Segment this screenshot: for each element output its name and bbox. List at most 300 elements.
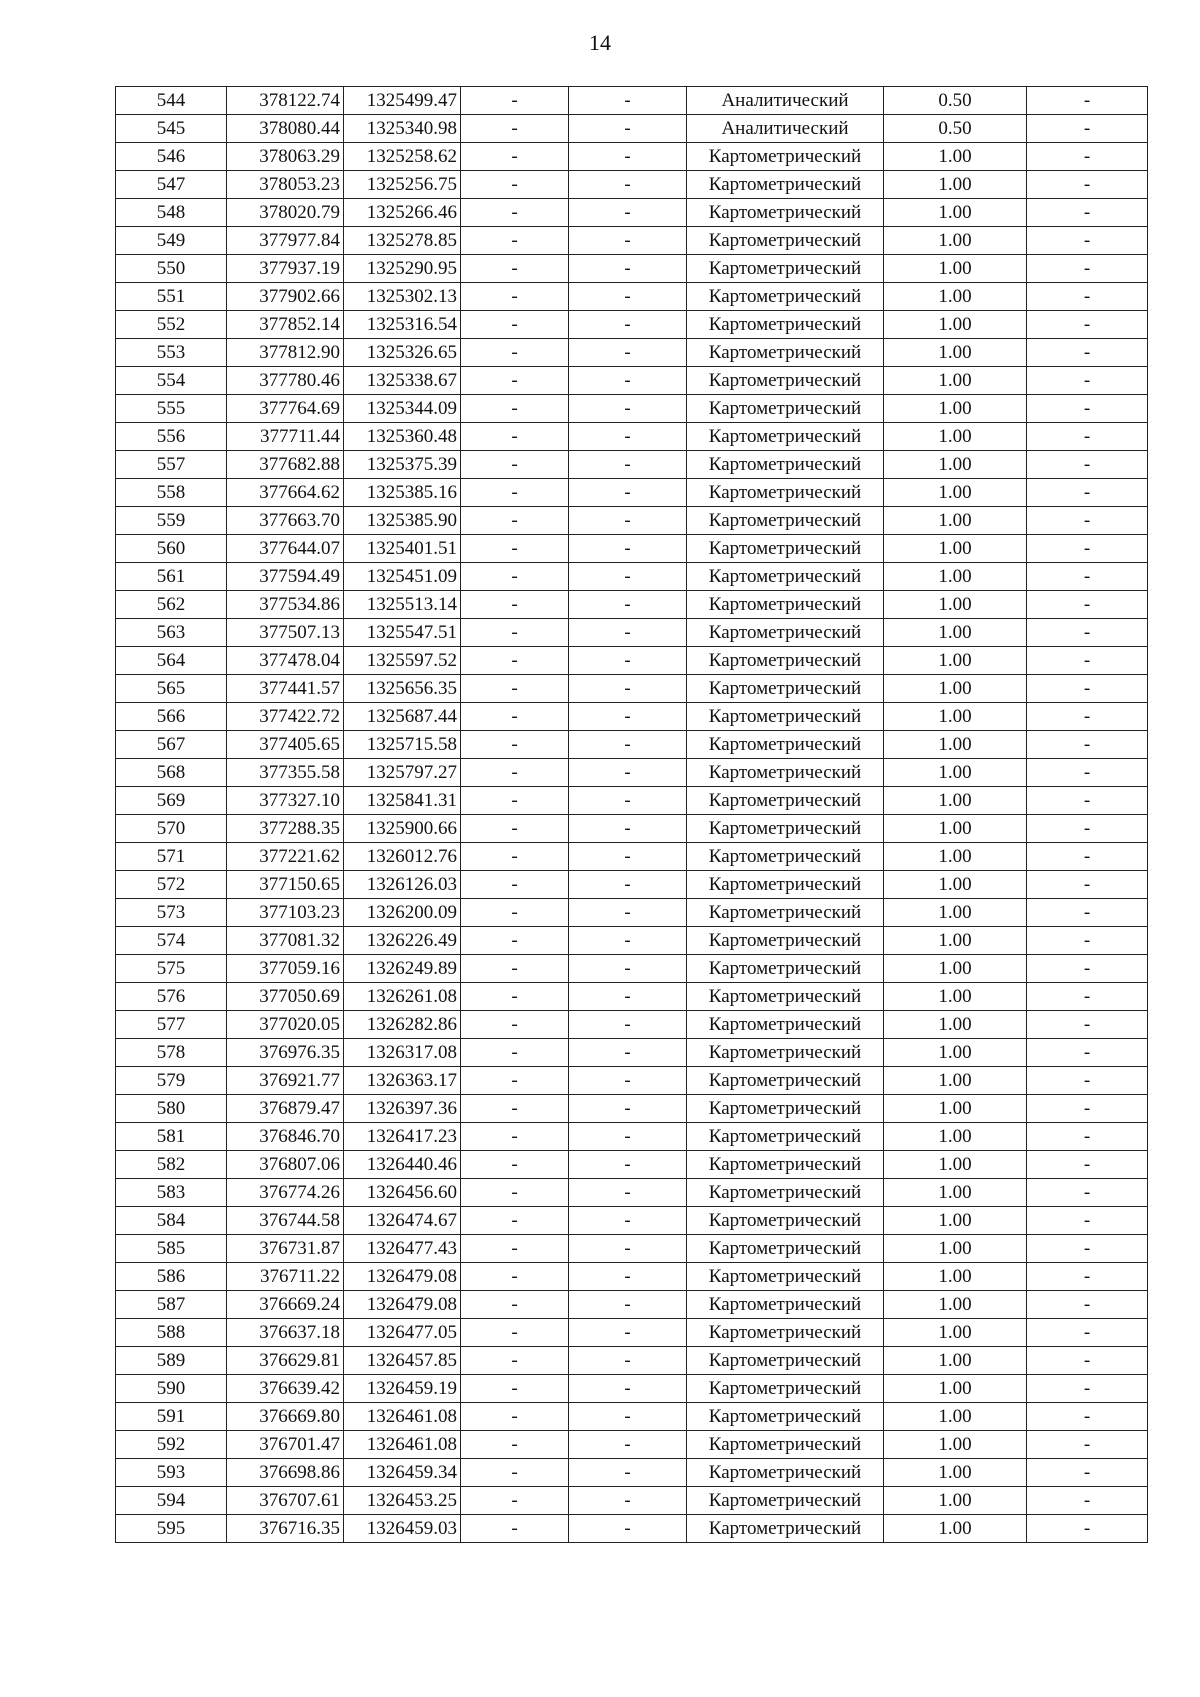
empty-cell-3: - bbox=[1027, 899, 1148, 927]
table-row bbox=[116, 1459, 1148, 1487]
empty-cell-2: - bbox=[569, 1515, 687, 1543]
y-coordinate-cell: 1326479.08 bbox=[344, 1291, 461, 1319]
method-cell: Картометрический bbox=[687, 1123, 884, 1151]
empty-cell-2: - bbox=[569, 1179, 687, 1207]
empty-cell-1: - bbox=[461, 759, 569, 787]
empty-cell-2: - bbox=[569, 1011, 687, 1039]
method-cell: Картометрический bbox=[687, 1039, 884, 1067]
x-coordinate-cell: 377534.86 bbox=[227, 591, 344, 619]
accuracy-cell: 1.00 bbox=[884, 535, 1027, 563]
y-coordinate-cell: 1326261.08 bbox=[344, 983, 461, 1011]
empty-cell-1: - bbox=[461, 927, 569, 955]
empty-cell-2: - bbox=[569, 87, 687, 115]
empty-cell-1: - bbox=[461, 507, 569, 535]
empty-cell-1: - bbox=[461, 1207, 569, 1235]
x-coordinate-cell: 377288.35 bbox=[227, 815, 344, 843]
point-number-cell: 583 bbox=[116, 1179, 227, 1207]
empty-cell-1: - bbox=[461, 1459, 569, 1487]
x-coordinate-cell: 378063.29 bbox=[227, 143, 344, 171]
empty-cell-2: - bbox=[569, 1487, 687, 1515]
empty-cell-1: - bbox=[461, 563, 569, 591]
y-coordinate-cell: 1325385.90 bbox=[344, 507, 461, 535]
point-number-cell: 579 bbox=[116, 1067, 227, 1095]
empty-cell-1: - bbox=[461, 731, 569, 759]
point-number-cell: 574 bbox=[116, 927, 227, 955]
y-coordinate-cell: 1325513.14 bbox=[344, 591, 461, 619]
point-number-cell: 554 bbox=[116, 367, 227, 395]
x-coordinate-cell: 377594.49 bbox=[227, 563, 344, 591]
accuracy-cell: 1.00 bbox=[884, 423, 1027, 451]
empty-cell-3: - bbox=[1027, 1375, 1148, 1403]
empty-cell-2: - bbox=[569, 115, 687, 143]
y-coordinate-cell: 1326456.60 bbox=[344, 1179, 461, 1207]
method-cell: Картометрический bbox=[687, 899, 884, 927]
point-number-cell: 578 bbox=[116, 1039, 227, 1067]
empty-cell-3: - bbox=[1027, 843, 1148, 871]
empty-cell-2: - bbox=[569, 1319, 687, 1347]
y-coordinate-cell: 1326461.08 bbox=[344, 1403, 461, 1431]
point-number-cell: 576 bbox=[116, 983, 227, 1011]
accuracy-cell: 1.00 bbox=[884, 927, 1027, 955]
empty-cell-3: - bbox=[1027, 871, 1148, 899]
empty-cell-3: - bbox=[1027, 1011, 1148, 1039]
empty-cell-3: - bbox=[1027, 1515, 1148, 1543]
table-row bbox=[116, 451, 1148, 479]
x-coordinate-cell: 376711.22 bbox=[227, 1263, 344, 1291]
empty-cell-3: - bbox=[1027, 115, 1148, 143]
accuracy-cell: 1.00 bbox=[884, 759, 1027, 787]
table-row bbox=[116, 675, 1148, 703]
table-row bbox=[116, 1151, 1148, 1179]
y-coordinate-cell: 1326012.76 bbox=[344, 843, 461, 871]
y-coordinate-cell: 1326459.03 bbox=[344, 1515, 461, 1543]
empty-cell-1: - bbox=[461, 535, 569, 563]
accuracy-cell: 1.00 bbox=[884, 1515, 1027, 1543]
point-number-cell: 546 bbox=[116, 143, 227, 171]
y-coordinate-cell: 1325841.31 bbox=[344, 787, 461, 815]
table-row bbox=[116, 1347, 1148, 1375]
x-coordinate-cell: 377020.05 bbox=[227, 1011, 344, 1039]
empty-cell-2: - bbox=[569, 1067, 687, 1095]
method-cell: Картометрический bbox=[687, 983, 884, 1011]
point-number-cell: 572 bbox=[116, 871, 227, 899]
method-cell: Аналитический bbox=[687, 87, 884, 115]
method-cell: Картометрический bbox=[687, 1431, 884, 1459]
y-coordinate-cell: 1326282.86 bbox=[344, 1011, 461, 1039]
empty-cell-1: - bbox=[461, 1151, 569, 1179]
accuracy-cell: 1.00 bbox=[884, 1207, 1027, 1235]
x-coordinate-cell: 377050.69 bbox=[227, 983, 344, 1011]
empty-cell-1: - bbox=[461, 1011, 569, 1039]
table-row bbox=[116, 731, 1148, 759]
empty-cell-2: - bbox=[569, 703, 687, 731]
method-cell: Картометрический bbox=[687, 479, 884, 507]
empty-cell-2: - bbox=[569, 675, 687, 703]
y-coordinate-cell: 1325326.65 bbox=[344, 339, 461, 367]
empty-cell-3: - bbox=[1027, 1347, 1148, 1375]
accuracy-cell: 1.00 bbox=[884, 899, 1027, 927]
empty-cell-3: - bbox=[1027, 1151, 1148, 1179]
empty-cell-3: - bbox=[1027, 1487, 1148, 1515]
empty-cell-1: - bbox=[461, 1291, 569, 1319]
empty-cell-3: - bbox=[1027, 731, 1148, 759]
y-coordinate-cell: 1325597.52 bbox=[344, 647, 461, 675]
table-row bbox=[116, 255, 1148, 283]
accuracy-cell: 1.00 bbox=[884, 171, 1027, 199]
accuracy-cell: 1.00 bbox=[884, 255, 1027, 283]
x-coordinate-cell: 376669.80 bbox=[227, 1403, 344, 1431]
empty-cell-2: - bbox=[569, 1263, 687, 1291]
method-cell: Картометрический bbox=[687, 815, 884, 843]
method-cell: Картометрический bbox=[687, 367, 884, 395]
accuracy-cell: 1.00 bbox=[884, 1263, 1027, 1291]
method-cell: Картометрический bbox=[687, 423, 884, 451]
empty-cell-2: - bbox=[569, 451, 687, 479]
y-coordinate-cell: 1325499.47 bbox=[344, 87, 461, 115]
x-coordinate-cell: 377422.72 bbox=[227, 703, 344, 731]
empty-cell-3: - bbox=[1027, 171, 1148, 199]
method-cell: Картометрический bbox=[687, 563, 884, 591]
method-cell: Картометрический bbox=[687, 647, 884, 675]
point-number-cell: 549 bbox=[116, 227, 227, 255]
table-row bbox=[116, 395, 1148, 423]
table-row bbox=[116, 283, 1148, 311]
empty-cell-3: - bbox=[1027, 143, 1148, 171]
x-coordinate-cell: 378053.23 bbox=[227, 171, 344, 199]
point-number-cell: 592 bbox=[116, 1431, 227, 1459]
empty-cell-3: - bbox=[1027, 1459, 1148, 1487]
y-coordinate-cell: 1326440.46 bbox=[344, 1151, 461, 1179]
table-row bbox=[116, 759, 1148, 787]
point-number-cell: 573 bbox=[116, 899, 227, 927]
method-cell: Картометрический bbox=[687, 1011, 884, 1039]
accuracy-cell: 1.00 bbox=[884, 1375, 1027, 1403]
accuracy-cell: 1.00 bbox=[884, 955, 1027, 983]
point-number-cell: 591 bbox=[116, 1403, 227, 1431]
table-row bbox=[116, 843, 1148, 871]
method-cell: Картометрический bbox=[687, 619, 884, 647]
x-coordinate-cell: 376731.87 bbox=[227, 1235, 344, 1263]
point-number-cell: 566 bbox=[116, 703, 227, 731]
method-cell: Картометрический bbox=[687, 199, 884, 227]
point-number-cell: 584 bbox=[116, 1207, 227, 1235]
empty-cell-1: - bbox=[461, 171, 569, 199]
table-row bbox=[116, 955, 1148, 983]
empty-cell-3: - bbox=[1027, 1095, 1148, 1123]
method-cell: Картометрический bbox=[687, 1151, 884, 1179]
empty-cell-2: - bbox=[569, 983, 687, 1011]
empty-cell-1: - bbox=[461, 591, 569, 619]
empty-cell-3: - bbox=[1027, 815, 1148, 843]
accuracy-cell: 1.00 bbox=[884, 1347, 1027, 1375]
y-coordinate-cell: 1325344.09 bbox=[344, 395, 461, 423]
empty-cell-3: - bbox=[1027, 1403, 1148, 1431]
y-coordinate-cell: 1326459.34 bbox=[344, 1459, 461, 1487]
accuracy-cell: 1.00 bbox=[884, 1039, 1027, 1067]
accuracy-cell: 1.00 bbox=[884, 871, 1027, 899]
y-coordinate-cell: 1325302.13 bbox=[344, 283, 461, 311]
x-coordinate-cell: 377902.66 bbox=[227, 283, 344, 311]
empty-cell-1: - bbox=[461, 227, 569, 255]
table-row bbox=[116, 227, 1148, 255]
point-number-cell: 567 bbox=[116, 731, 227, 759]
x-coordinate-cell: 376879.47 bbox=[227, 1095, 344, 1123]
y-coordinate-cell: 1325340.98 bbox=[344, 115, 461, 143]
accuracy-cell: 1.00 bbox=[884, 1235, 1027, 1263]
method-cell: Картометрический bbox=[687, 255, 884, 283]
method-cell: Картометрический bbox=[687, 1319, 884, 1347]
accuracy-cell: 1.00 bbox=[884, 591, 1027, 619]
table-row bbox=[116, 563, 1148, 591]
y-coordinate-cell: 1325375.39 bbox=[344, 451, 461, 479]
empty-cell-2: - bbox=[569, 283, 687, 311]
accuracy-cell: 1.00 bbox=[884, 507, 1027, 535]
method-cell: Картометрический bbox=[687, 759, 884, 787]
accuracy-cell: 1.00 bbox=[884, 367, 1027, 395]
empty-cell-2: - bbox=[569, 1431, 687, 1459]
point-number-cell: 594 bbox=[116, 1487, 227, 1515]
table-row bbox=[116, 1431, 1148, 1459]
y-coordinate-cell: 1326126.03 bbox=[344, 871, 461, 899]
empty-cell-2: - bbox=[569, 815, 687, 843]
method-cell: Аналитический bbox=[687, 115, 884, 143]
x-coordinate-cell: 376846.70 bbox=[227, 1123, 344, 1151]
point-number-cell: 565 bbox=[116, 675, 227, 703]
x-coordinate-cell: 377682.88 bbox=[227, 451, 344, 479]
table-row bbox=[116, 1487, 1148, 1515]
point-number-cell: 564 bbox=[116, 647, 227, 675]
empty-cell-1: - bbox=[461, 1375, 569, 1403]
point-number-cell: 559 bbox=[116, 507, 227, 535]
accuracy-cell: 1.00 bbox=[884, 199, 1027, 227]
table-row bbox=[116, 787, 1148, 815]
point-number-cell: 581 bbox=[116, 1123, 227, 1151]
point-number-cell: 570 bbox=[116, 815, 227, 843]
point-number-cell: 552 bbox=[116, 311, 227, 339]
accuracy-cell: 1.00 bbox=[884, 1459, 1027, 1487]
empty-cell-2: - bbox=[569, 871, 687, 899]
empty-cell-1: - bbox=[461, 115, 569, 143]
y-coordinate-cell: 1326477.05 bbox=[344, 1319, 461, 1347]
accuracy-cell: 1.00 bbox=[884, 395, 1027, 423]
empty-cell-1: - bbox=[461, 787, 569, 815]
empty-cell-2: - bbox=[569, 1123, 687, 1151]
accuracy-cell: 1.00 bbox=[884, 619, 1027, 647]
empty-cell-2: - bbox=[569, 535, 687, 563]
empty-cell-1: - bbox=[461, 1235, 569, 1263]
table-row bbox=[116, 703, 1148, 731]
empty-cell-1: - bbox=[461, 395, 569, 423]
method-cell: Картометрический bbox=[687, 1487, 884, 1515]
empty-cell-1: - bbox=[461, 1039, 569, 1067]
empty-cell-1: - bbox=[461, 899, 569, 927]
method-cell: Картометрический bbox=[687, 451, 884, 479]
table-row bbox=[116, 1263, 1148, 1291]
table-row bbox=[116, 983, 1148, 1011]
table-row bbox=[116, 591, 1148, 619]
point-number-cell: 544 bbox=[116, 87, 227, 115]
accuracy-cell: 1.00 bbox=[884, 563, 1027, 591]
table-row bbox=[116, 1291, 1148, 1319]
empty-cell-1: - bbox=[461, 1403, 569, 1431]
method-cell: Картометрический bbox=[687, 1067, 884, 1095]
table-row bbox=[116, 1039, 1148, 1067]
method-cell: Картометрический bbox=[687, 843, 884, 871]
empty-cell-3: - bbox=[1027, 311, 1148, 339]
empty-cell-3: - bbox=[1027, 619, 1148, 647]
empty-cell-2: - bbox=[569, 731, 687, 759]
table-row bbox=[116, 1375, 1148, 1403]
method-cell: Картометрический bbox=[687, 535, 884, 563]
accuracy-cell: 1.00 bbox=[884, 647, 1027, 675]
x-coordinate-cell: 376707.61 bbox=[227, 1487, 344, 1515]
empty-cell-3: - bbox=[1027, 759, 1148, 787]
empty-cell-2: - bbox=[569, 367, 687, 395]
empty-cell-3: - bbox=[1027, 927, 1148, 955]
empty-cell-1: - bbox=[461, 255, 569, 283]
accuracy-cell: 1.00 bbox=[884, 1067, 1027, 1095]
point-number-cell: 582 bbox=[116, 1151, 227, 1179]
empty-cell-1: - bbox=[461, 143, 569, 171]
method-cell: Картометрический bbox=[687, 1263, 884, 1291]
method-cell: Картометрический bbox=[687, 871, 884, 899]
point-number-cell: 550 bbox=[116, 255, 227, 283]
point-number-cell: 557 bbox=[116, 451, 227, 479]
accuracy-cell: 1.00 bbox=[884, 1403, 1027, 1431]
empty-cell-3: - bbox=[1027, 1291, 1148, 1319]
empty-cell-3: - bbox=[1027, 591, 1148, 619]
y-coordinate-cell: 1325797.27 bbox=[344, 759, 461, 787]
point-number-cell: 577 bbox=[116, 1011, 227, 1039]
y-coordinate-cell: 1325547.51 bbox=[344, 619, 461, 647]
y-coordinate-cell: 1325656.35 bbox=[344, 675, 461, 703]
accuracy-cell: 1.00 bbox=[884, 451, 1027, 479]
method-cell: Картометрический bbox=[687, 1347, 884, 1375]
method-cell: Картометрический bbox=[687, 143, 884, 171]
method-cell: Картометрический bbox=[687, 591, 884, 619]
point-number-cell: 547 bbox=[116, 171, 227, 199]
point-number-cell: 563 bbox=[116, 619, 227, 647]
method-cell: Картометрический bbox=[687, 1403, 884, 1431]
x-coordinate-cell: 377664.62 bbox=[227, 479, 344, 507]
accuracy-cell: 1.00 bbox=[884, 479, 1027, 507]
empty-cell-3: - bbox=[1027, 675, 1148, 703]
empty-cell-3: - bbox=[1027, 1123, 1148, 1151]
table-row bbox=[116, 367, 1148, 395]
x-coordinate-cell: 377441.57 bbox=[227, 675, 344, 703]
empty-cell-1: - bbox=[461, 1431, 569, 1459]
accuracy-cell: 1.00 bbox=[884, 1487, 1027, 1515]
y-coordinate-cell: 1326474.67 bbox=[344, 1207, 461, 1235]
x-coordinate-cell: 377507.13 bbox=[227, 619, 344, 647]
table-row bbox=[116, 87, 1148, 115]
point-number-cell: 588 bbox=[116, 1319, 227, 1347]
empty-cell-1: - bbox=[461, 1123, 569, 1151]
empty-cell-2: - bbox=[569, 255, 687, 283]
empty-cell-1: - bbox=[461, 703, 569, 731]
empty-cell-2: - bbox=[569, 1207, 687, 1235]
accuracy-cell: 1.00 bbox=[884, 815, 1027, 843]
table-row bbox=[116, 339, 1148, 367]
accuracy-cell: 1.00 bbox=[884, 703, 1027, 731]
accuracy-cell: 1.00 bbox=[884, 787, 1027, 815]
x-coordinate-cell: 377780.46 bbox=[227, 367, 344, 395]
point-number-cell: 586 bbox=[116, 1263, 227, 1291]
point-number-cell: 562 bbox=[116, 591, 227, 619]
y-coordinate-cell: 1325316.54 bbox=[344, 311, 461, 339]
table-row bbox=[116, 1235, 1148, 1263]
x-coordinate-cell: 378080.44 bbox=[227, 115, 344, 143]
point-number-cell: 568 bbox=[116, 759, 227, 787]
table-row bbox=[116, 1179, 1148, 1207]
accuracy-cell: 1.00 bbox=[884, 731, 1027, 759]
table-row bbox=[116, 535, 1148, 563]
empty-cell-2: - bbox=[569, 1095, 687, 1123]
empty-cell-3: - bbox=[1027, 451, 1148, 479]
point-number-cell: 575 bbox=[116, 955, 227, 983]
table-row bbox=[116, 507, 1148, 535]
empty-cell-3: - bbox=[1027, 703, 1148, 731]
y-coordinate-cell: 1326317.08 bbox=[344, 1039, 461, 1067]
empty-cell-3: - bbox=[1027, 507, 1148, 535]
empty-cell-3: - bbox=[1027, 423, 1148, 451]
empty-cell-3: - bbox=[1027, 1067, 1148, 1095]
empty-cell-1: - bbox=[461, 1067, 569, 1095]
empty-cell-2: - bbox=[569, 143, 687, 171]
accuracy-cell: 1.00 bbox=[884, 1151, 1027, 1179]
empty-cell-2: - bbox=[569, 339, 687, 367]
empty-cell-1: - bbox=[461, 983, 569, 1011]
empty-cell-1: - bbox=[461, 199, 569, 227]
y-coordinate-cell: 1325290.95 bbox=[344, 255, 461, 283]
y-coordinate-cell: 1326479.08 bbox=[344, 1263, 461, 1291]
x-coordinate-cell: 377852.14 bbox=[227, 311, 344, 339]
method-cell: Картометрический bbox=[687, 283, 884, 311]
empty-cell-3: - bbox=[1027, 339, 1148, 367]
empty-cell-2: - bbox=[569, 619, 687, 647]
empty-cell-2: - bbox=[569, 1151, 687, 1179]
table-row bbox=[116, 1515, 1148, 1543]
table-row bbox=[116, 171, 1148, 199]
empty-cell-2: - bbox=[569, 563, 687, 591]
method-cell: Картометрический bbox=[687, 1291, 884, 1319]
y-coordinate-cell: 1325687.44 bbox=[344, 703, 461, 731]
x-coordinate-cell: 376921.77 bbox=[227, 1067, 344, 1095]
empty-cell-3: - bbox=[1027, 1263, 1148, 1291]
empty-cell-3: - bbox=[1027, 1179, 1148, 1207]
point-number-cell: 580 bbox=[116, 1095, 227, 1123]
point-number-cell: 569 bbox=[116, 787, 227, 815]
x-coordinate-cell: 377081.32 bbox=[227, 927, 344, 955]
y-coordinate-cell: 1326363.17 bbox=[344, 1067, 461, 1095]
table-row bbox=[116, 1319, 1148, 1347]
empty-cell-2: - bbox=[569, 423, 687, 451]
x-coordinate-cell: 376637.18 bbox=[227, 1319, 344, 1347]
x-coordinate-cell: 376716.35 bbox=[227, 1515, 344, 1543]
empty-cell-1: - bbox=[461, 955, 569, 983]
empty-cell-2: - bbox=[569, 759, 687, 787]
point-number-cell: 548 bbox=[116, 199, 227, 227]
accuracy-cell: 1.00 bbox=[884, 227, 1027, 255]
empty-cell-3: - bbox=[1027, 1207, 1148, 1235]
table-row bbox=[116, 115, 1148, 143]
x-coordinate-cell: 377103.23 bbox=[227, 899, 344, 927]
y-coordinate-cell: 1325401.51 bbox=[344, 535, 461, 563]
empty-cell-2: - bbox=[569, 1039, 687, 1067]
empty-cell-3: - bbox=[1027, 199, 1148, 227]
empty-cell-3: - bbox=[1027, 283, 1148, 311]
method-cell: Картометрический bbox=[687, 507, 884, 535]
